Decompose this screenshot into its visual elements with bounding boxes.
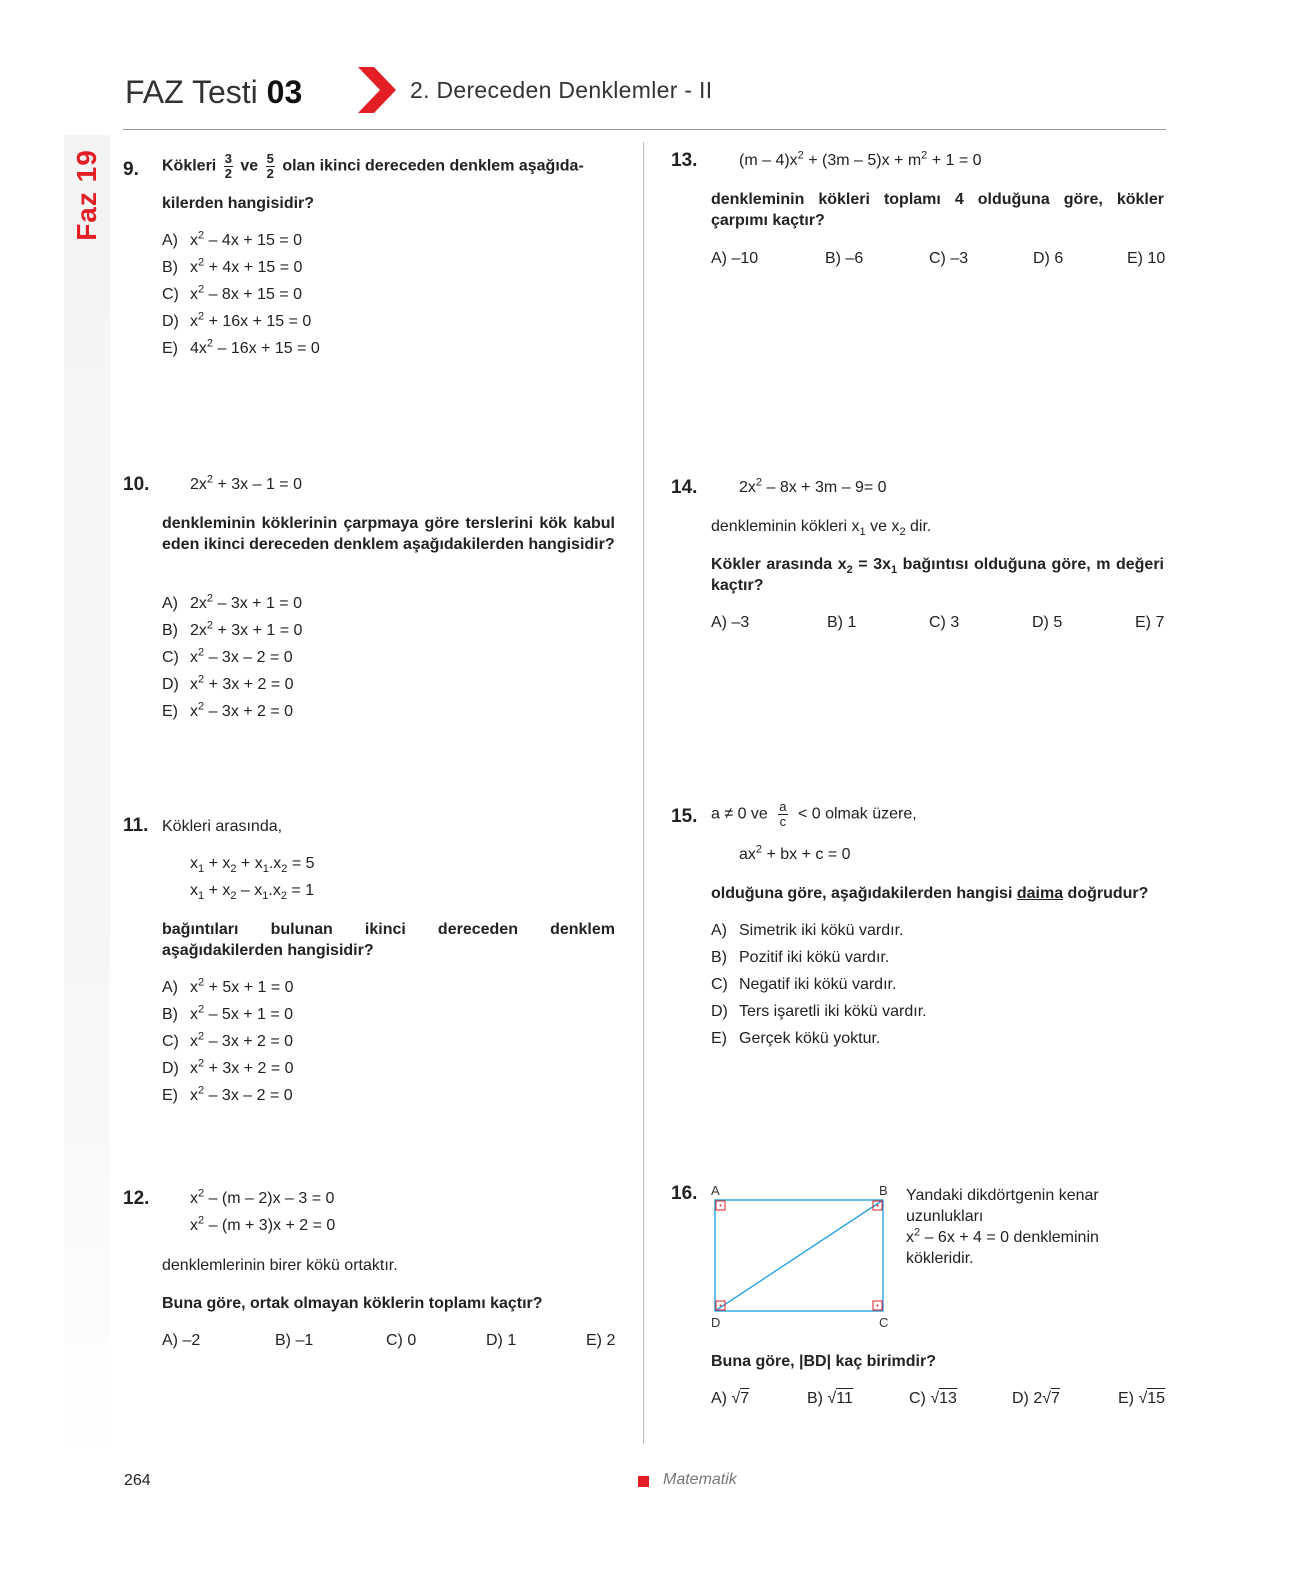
option-b[interactable]: B) 1 (827, 614, 857, 631)
question-number: 9. (123, 159, 139, 180)
question-stem: Buna göre, |BD| kaç birimdir? (711, 1353, 936, 1370)
title-number: 03 (266, 74, 303, 110)
header-divider (123, 129, 1166, 130)
option-b[interactable]: B) $2x^2 + 3x + 1 = 0$ (162, 619, 303, 639)
vertex-label-b: B (879, 1183, 888, 1198)
chevron-right-icon (358, 67, 398, 113)
option-c[interactable]: C) Negatif iki kökü vardır. (711, 976, 897, 993)
option-d[interactable]: D) 5 (1032, 614, 1063, 631)
option-e[interactable]: E) $x^2 - 3x + 2 = 0$ (162, 700, 294, 720)
option-d[interactable]: D) $x^2 + 3x + 2 = 0$ (162, 673, 294, 693)
question-number: 13. (671, 150, 698, 171)
question-equation: $x^2 - 6x + 4 = 0$ denkleminin kökleridir. (906, 1226, 1099, 1267)
question-stem: Kökler arasında $x_2 = 3x_1$ bağıntısı olduğuna göre, m değeri kaçtır? (711, 556, 1165, 594)
option-d[interactable]: D) $x^2 + 16x + 15 = 0$ (162, 310, 312, 330)
equation-1: $x^2 - (m - 2)x - 3 = 0$ (190, 1187, 335, 1207)
question-stem: Kökleri $\frac{3}{2}$ ve $\frac{5}{2}$ olan ikinci dereceden denklem aşağıda- (162, 151, 584, 181)
rectangle-diagram (700, 1180, 900, 1330)
question-number: 10. (123, 474, 150, 495)
option-c[interactable]: C) $x^2 - 8x + 15 = 0$ (162, 283, 302, 303)
question-stem: bağıntıları bulunan ikinci dereceden denklem aşağıdakilerden hangisidir? (162, 921, 615, 959)
option-b[interactable]: B) Pozitif iki kökü vardır. (711, 949, 890, 966)
question-number: 11. (123, 815, 149, 836)
option-a[interactable]: A) $x^2 + 5x + 1 = 0$ (162, 976, 294, 996)
relation-1: $x_1 + x_2 + x_1.x_2 = 5$ (190, 855, 315, 876)
option-d[interactable]: D) 2√7 (1012, 1390, 1060, 1407)
topic-title: 2. Dereceden Denklemler - II (410, 77, 713, 103)
option-b[interactable]: B) –6 (825, 250, 864, 267)
vertex-label-a: A (711, 1183, 720, 1198)
side-label: Faz 19 (71, 149, 102, 241)
option-e[interactable]: E) $x^2 - 3x - 2 = 0$ (162, 1084, 293, 1104)
option-e[interactable]: E) √15 (1118, 1390, 1166, 1407)
question-stem: denkleminin köklerinin çarpmaya göre terslerini kök kabul eden ikinci dereceden denklem aşağıdakilerden hangisidir? (162, 515, 615, 553)
option-e[interactable]: E) $4x^2 - 16x + 15 = 0$ (162, 337, 320, 357)
footer-square-icon (638, 1476, 649, 1487)
question-number: 15. (671, 806, 698, 827)
equation: $2x^2 - 8x + 3m - 9= 0$ (739, 476, 887, 496)
option-e[interactable]: E) 7 (1135, 614, 1165, 631)
equation: $(m - 4)x^2 + (3m - 5)x + m^2 + 1 = 0$ (739, 149, 982, 169)
question-stem: denkleminin kökleri toplamı 4 olduğuna göre, kökler çarpımı kaçtır? (711, 191, 1164, 229)
option-b[interactable]: B) $x^2 + 4x + 15 = 0$ (162, 256, 303, 276)
option-a[interactable]: A) –3 (711, 614, 750, 631)
option-c[interactable]: C) $x^2 - 3x - 2 = 0$ (162, 646, 293, 666)
option-c[interactable]: C) 3 (929, 614, 960, 631)
relation-2: $x_1 + x_2 - x_1.x_2 = 1$ (190, 882, 315, 903)
question-note: denkleminin kökleri $x_1$ ve $x_2$ dir. (711, 518, 932, 539)
question-text: Yandaki dikdörtgenin kenar uzunlukları (906, 1187, 1099, 1225)
question-stem: Buna göre, ortak olmayan köklerin toplamı kaçtır? (162, 1295, 543, 1312)
equation: $2x^2 + 3x - 1 = 0$ (190, 473, 302, 493)
option-b[interactable]: B) √11 (807, 1390, 853, 1407)
option-d[interactable]: D) $x^2 + 3x + 2 = 0$ (162, 1057, 294, 1077)
option-c[interactable]: C) $x^2 - 3x + 2 = 0$ (162, 1030, 294, 1050)
option-a[interactable]: A) √7 (711, 1390, 750, 1407)
side-strip (64, 135, 110, 1455)
question-stem: olduğuna göre, aşağıdakilerden hangisi daima doğrudur? (711, 885, 1149, 902)
question-condition: a ≠ 0 ve $\frac{a}{c}$ < 0 olmak üzere, (711, 799, 917, 829)
column-divider (643, 142, 644, 1444)
option-a[interactable]: A) $x^2 - 4x + 15 = 0$ (162, 229, 302, 249)
option-a[interactable]: A) –10 (711, 250, 759, 267)
question-number: 14. (671, 477, 698, 498)
question-number: 16. (671, 1183, 698, 1204)
page-title (125, 74, 302, 111)
option-c[interactable]: C) 0 (386, 1332, 417, 1349)
question-intro: Kökleri arasında, (162, 818, 283, 835)
equation: $ax^2$ + bx + c = 0 (739, 843, 851, 863)
option-a[interactable]: A) –2 (162, 1332, 201, 1349)
question-note: denklemlerinin birer kökü ortaktır. (162, 1257, 398, 1274)
option-b[interactable]: B) $x^2 - 5x + 1 = 0$ (162, 1003, 294, 1023)
option-a[interactable]: A) $2x^2 - 3x + 1 = 0$ (162, 592, 302, 612)
option-d[interactable]: D) 6 (1033, 250, 1064, 267)
option-a[interactable]: A) Simetrik iki kökü vardır. (711, 922, 904, 939)
footer-subject: Matematik (663, 1471, 737, 1488)
vertex-label-d: D (711, 1315, 721, 1330)
equation-2: $x^2 - (m + 3)x + 2 = 0$ (190, 1214, 336, 1234)
option-c[interactable]: C) √13 (909, 1390, 957, 1407)
page-number: 264 (124, 1472, 151, 1489)
question-number: 12. (123, 1188, 150, 1209)
option-e[interactable]: E) Gerçek kökü yoktur. (711, 1030, 881, 1047)
option-e[interactable]: E) 10 (1127, 250, 1166, 267)
option-c[interactable]: C) –3 (929, 250, 969, 267)
title-prefix: FAZ Testi (125, 74, 258, 110)
option-b[interactable]: B) –1 (275, 1332, 314, 1349)
vertex-label-c: C (879, 1315, 889, 1330)
option-d[interactable]: D) Ters işaretli iki kökü vardır. (711, 1003, 927, 1020)
option-e[interactable]: E) 2 (586, 1332, 616, 1349)
question-stem-line2: kilerden hangisidir? (162, 195, 315, 212)
option-d[interactable]: D) 1 (486, 1332, 517, 1349)
